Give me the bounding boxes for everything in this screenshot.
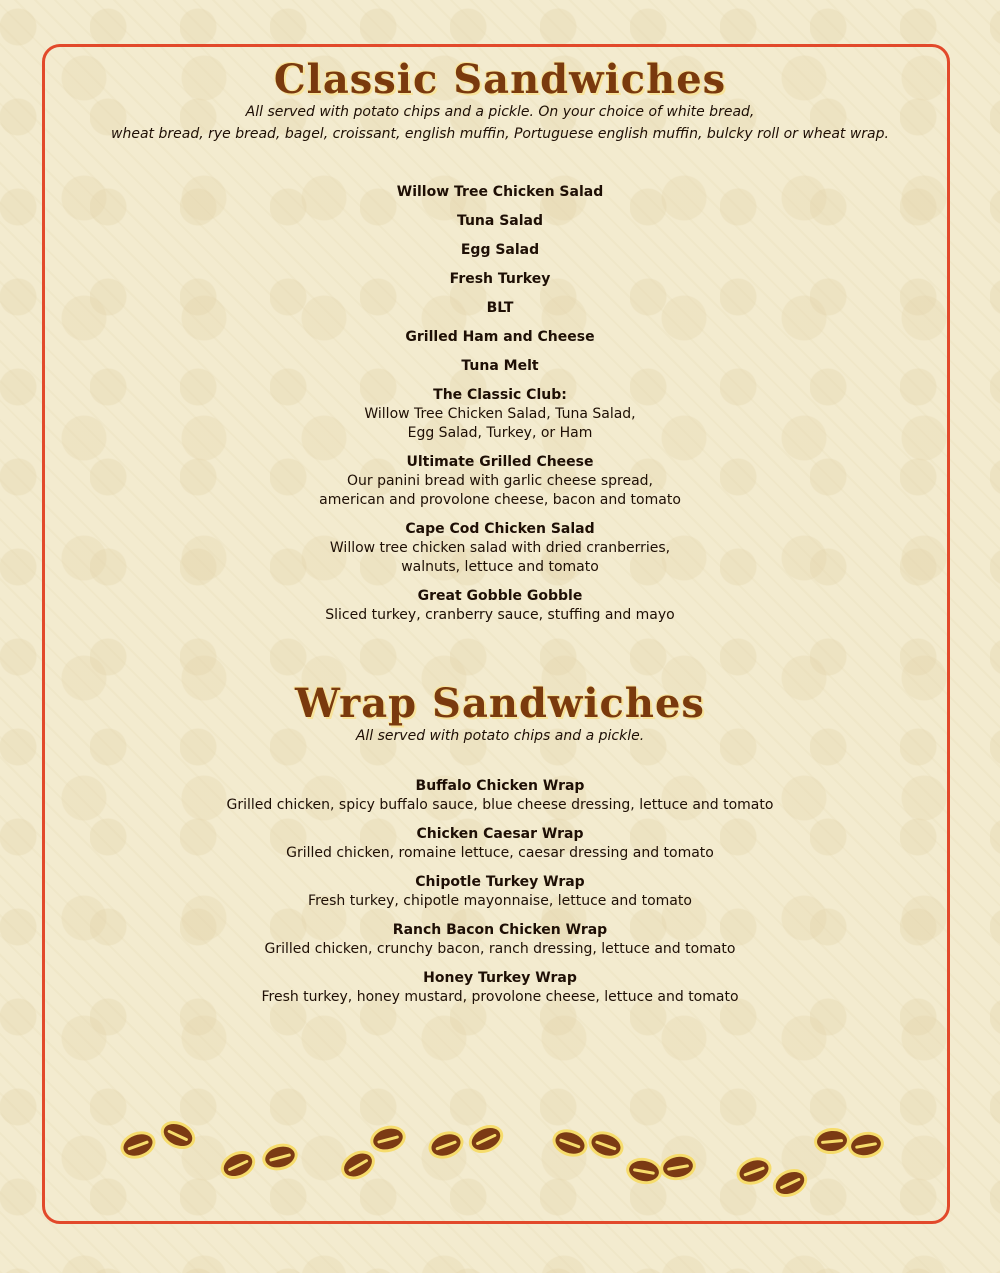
item-name: Honey Turkey Wrap: [423, 970, 577, 986]
coffee-bean-icon: [464, 1120, 508, 1159]
item-name: Cape Cod Chicken Salad: [405, 521, 595, 537]
item-name: Tuna Melt: [461, 358, 539, 374]
menu-item: [0, 385, 1000, 443]
menu-item: [0, 298, 1000, 318]
menu-item: [0, 452, 1000, 510]
coffee-bean-icon: [658, 1151, 698, 1183]
coffee-bean-icon: [846, 1129, 886, 1161]
menu-item: [0, 327, 1000, 347]
coffee-bean-icon: [216, 1146, 260, 1185]
menu-item: [0, 824, 1000, 863]
coffee-bean-icon: [156, 1116, 200, 1155]
item-description: Fresh turkey, honey mustard, provolone cheese, lettuce and tomato: [261, 989, 739, 1005]
item-description: Grilled chicken, romaine lettuce, caesar dressing and tomato: [286, 845, 714, 861]
classic-items-list: [0, 182, 1000, 625]
item-name: Grilled Ham and Cheese: [405, 329, 595, 345]
menu-item: [0, 519, 1000, 577]
menu-item: [0, 356, 1000, 376]
item-description: Willow Tree Chicken Salad, Tuna Salad, Egg Salad, Turkey, or Ham: [364, 406, 636, 441]
item-name: Willow Tree Chicken Salad: [396, 184, 604, 200]
item-name: Ranch Bacon Chicken Wrap: [392, 922, 608, 938]
menu-item: [0, 920, 1000, 959]
item-name: BLT: [486, 300, 514, 316]
coffee-bean-icon: [336, 1145, 380, 1186]
coffee-bean-icon: [733, 1153, 776, 1190]
item-name: The Classic Club:: [433, 387, 567, 403]
menu-item: [0, 586, 1000, 625]
coffee-bean-decoration: [100, 1110, 900, 1200]
item-name: Great Gobble Gobble: [417, 588, 583, 604]
classic-intro-line-1: All served with potato chips and a pickle. On your choice of white bread,: [245, 104, 755, 120]
coffee-bean-icon: [117, 1127, 160, 1164]
coffee-bean-icon: [624, 1155, 664, 1187]
menu-item: [0, 269, 1000, 289]
item-description: Sliced turkey, cranberry sauce, stuffing and mayo: [325, 607, 675, 623]
item-description: Grilled chicken, spicy buffalo sauce, blue cheese dressing, lettuce and tomato: [226, 797, 774, 813]
classic-intro: [0, 101, 1000, 145]
item-description: Our panini bread with garlic cheese spread, american and provolone cheese, bacon and tomato: [319, 473, 681, 508]
item-name: Tuna Salad: [456, 213, 544, 229]
classic-intro-line-2: wheat bread, rye bread, bagel, croissant, english muffin, Portuguese english muffin, bulcky roll or wheat wrap.: [111, 126, 889, 142]
coffee-bean-icon: [813, 1126, 851, 1155]
coffee-bean-icon: [768, 1164, 812, 1203]
item-name: Buffalo Chicken Wrap: [415, 778, 585, 794]
coffee-bean-icon: [585, 1127, 628, 1164]
item-name: Chicken Caesar Wrap: [416, 826, 584, 842]
item-name: Fresh Turkey: [449, 271, 551, 287]
wrap-intro: All served with potato chips and a pickle.: [355, 728, 645, 744]
menu-item: [0, 776, 1000, 815]
item-name: Chipotle Turkey Wrap: [415, 874, 585, 890]
menu-item: [0, 872, 1000, 911]
wrap-items-list: [0, 776, 1000, 1007]
coffee-bean-icon: [367, 1122, 409, 1156]
menu-item: [0, 211, 1000, 231]
item-name: Ultimate Grilled Cheese: [406, 454, 594, 470]
item-description: Willow tree chicken salad with dried cranberries, walnuts, lettuce and tomato: [329, 540, 671, 575]
coffee-bean-icon: [425, 1127, 468, 1164]
item-description: Fresh turkey, chipotle mayonnaise, lettuce and tomato: [308, 893, 692, 909]
coffee-bean-icon: [259, 1140, 301, 1174]
menu-item: [0, 968, 1000, 1007]
menu-item: [0, 240, 1000, 260]
classic-section-title: Classic Sandwiches: [273, 56, 727, 103]
coffee-bean-icon: [549, 1125, 592, 1162]
item-description: Grilled chicken, crunchy bacon, ranch dressing, lettuce and tomato: [264, 941, 736, 957]
menu-item: [0, 182, 1000, 202]
wrap-section-title: Wrap Sandwiches: [295, 680, 705, 727]
item-name: Egg Salad: [460, 242, 540, 258]
